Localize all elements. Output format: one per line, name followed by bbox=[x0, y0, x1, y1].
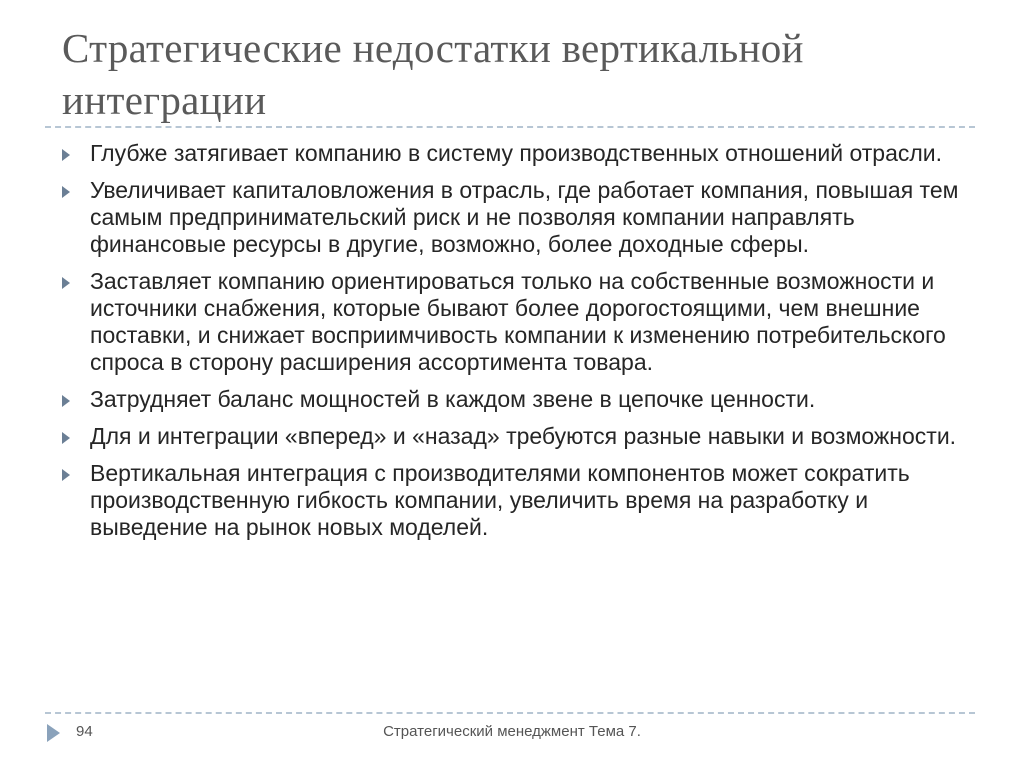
bullet-text: Затрудняет баланс мощностей в каждом звене в цепочке ценности. bbox=[90, 386, 816, 412]
footer-divider bbox=[45, 712, 975, 714]
bullet-text: Заставляет компанию ориентироваться только на собственные возможности и источники снабжения, которые бывают более дорогостоящими, чем внешние поставки, и снижает восприимчивость компании к изменению потребительского спроса в сторону расширения ассортимента товара. bbox=[90, 268, 946, 375]
triangle-right-icon bbox=[62, 277, 70, 289]
bullet-item bbox=[90, 140, 970, 167]
title-divider bbox=[45, 126, 975, 128]
triangle-right-icon bbox=[62, 149, 70, 161]
page-number: 94 bbox=[76, 723, 93, 740]
triangle-right-icon bbox=[62, 395, 70, 407]
bullet-text: Увеличивает капиталовложения в отрасль, где работает компания, повышая тем самым предпринимательский риск и не позволяя компании направлять финансовые ресурсы в другие, возможно, более доходные сферы. bbox=[90, 177, 959, 257]
triangle-right-icon bbox=[62, 432, 70, 444]
footer-text: Стратегический менеджмент Тема 7. bbox=[383, 723, 641, 740]
triangle-right-icon bbox=[62, 186, 70, 198]
bullet-text: Для и интеграции «вперед» и «назад» требуются разные навыки и возможности. bbox=[90, 423, 957, 449]
bullet-item bbox=[90, 177, 970, 258]
bullet-list bbox=[90, 140, 970, 551]
bullet-item bbox=[90, 268, 970, 376]
slide-title: Стратегические недостатки вертикальной интеграции bbox=[62, 25, 804, 123]
bullet-item bbox=[90, 423, 970, 450]
bullet-text: Глубже затягивает компанию в систему производственных отношений отрасли. bbox=[90, 140, 943, 166]
bullet-text: Вертикальная интеграция с производителями компонентов может сократить производственную гибкость компании, увеличить время на разработку и выведение на рынок новых моделей. bbox=[90, 460, 910, 540]
bullet-item bbox=[90, 460, 970, 541]
triangle-right-icon bbox=[62, 469, 70, 481]
bullet-item bbox=[90, 386, 970, 413]
